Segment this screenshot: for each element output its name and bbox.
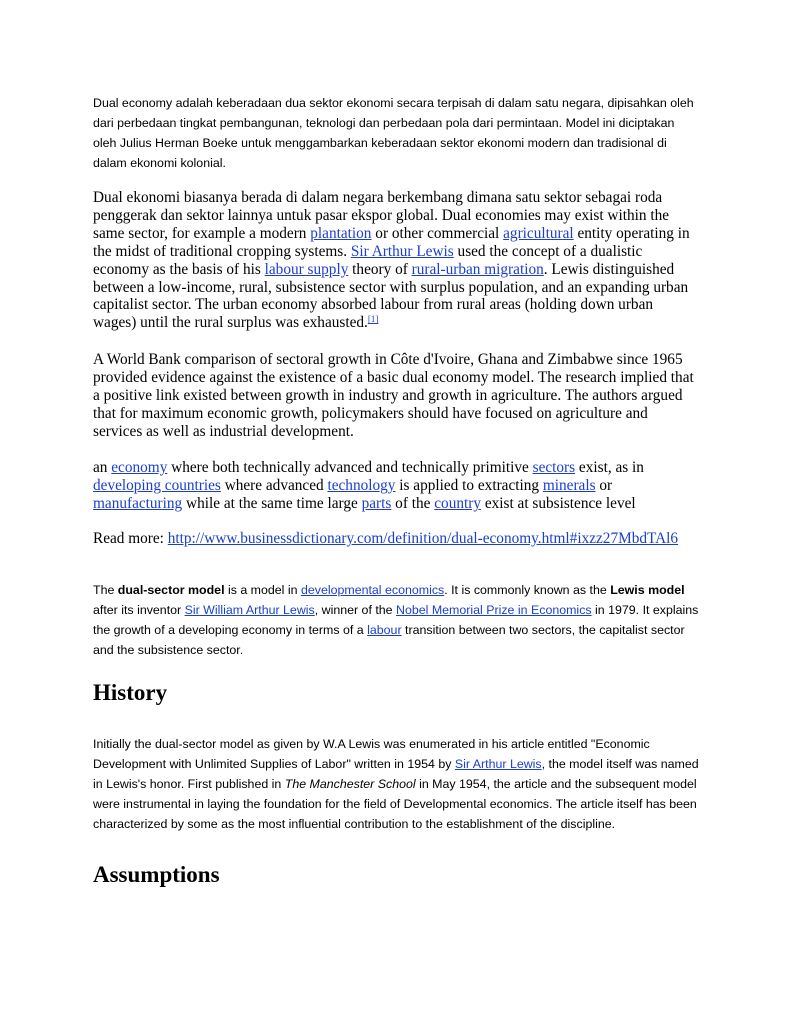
read-more-label: Read more: [93, 530, 168, 547]
footnote-link[interactable]: [1] [367, 314, 379, 325]
link-sir-arthur-lewis-history[interactable]: Sir Arthur Lewis [454, 757, 542, 771]
definition-paragraph [93, 459, 699, 513]
text-span: , the model itself was named in Lewis's honor. First published in [93, 757, 699, 791]
dual-sector-paragraph [93, 580, 699, 660]
text-span: Initially the dual-sector model as given by W.A Lewis was enumerated in his article entitled "Economic Development with Unlimited Supplies of Labor" written in 1954 by [93, 737, 650, 771]
text-span: . It is commonly known as the [444, 583, 611, 597]
link-manufacturing[interactable]: manufacturing [93, 494, 183, 512]
link-developing-countries[interactable]: developing countries [93, 476, 221, 494]
link-minerals[interactable]: minerals [542, 476, 596, 494]
read-more-link[interactable]: http://www.businessdictionary.com/definition/dual-economy.html#ixzz27MbdTAl6 [167, 530, 679, 547]
text-span: The [93, 583, 118, 597]
link-agricultural[interactable]: agricultural [503, 224, 574, 242]
text-span: of the [391, 494, 435, 512]
text-span: used the concept of a dualistic economy as the basis of his [93, 242, 643, 278]
link-labour[interactable]: labour [367, 623, 402, 637]
text-span: transition between two sectors, the capitalist sector and the subsistence sector. [93, 623, 685, 657]
intro-text: Dual economy adalah keberadaan dua sektor ekonomi secara terpisah di dalam satu negara, dipisahkan oleh dari perbedaan tingkat pembangunan, teknologi dan perbedaan pola dari permintaan. Model ini diciptakan oleh Julius Herman Boeke untuk menggambarkan keberadaan sektor ekonomi modern dan tradisional di dalam ekonomi kolonial. [93, 96, 694, 170]
text-span: where both technically advanced and technically primitive [167, 459, 533, 476]
read-more-paragraph [93, 530, 699, 548]
text-span: exist, as in [575, 459, 644, 476]
link-economy[interactable]: economy [111, 459, 168, 476]
link-rural-urban-migration[interactable]: rural-urban migration [411, 260, 544, 278]
text-span: while at the same time large [182, 494, 362, 512]
bold-term: dual-sector model [117, 583, 225, 597]
link-country[interactable]: country [434, 494, 481, 512]
link-sir-william-arthur-lewis[interactable]: Sir William Arthur Lewis [184, 603, 315, 617]
text-span: . Lewis distinguished between a low-income, rural, subsistence sector with surplus population, and an expanding urban capitalist sector. The urban economy absorbed labour from rural areas (holding down urban wages) until the rural surplus was exhausted. [93, 260, 689, 332]
link-technology[interactable]: technology [327, 476, 396, 494]
text-span: is applied to extracting [395, 476, 543, 494]
dual-economy-paragraph [93, 189, 699, 332]
link-developmental-economics[interactable]: developmental economics [300, 583, 445, 597]
text-span: in 1979. It explains the growth of a developing economy in terms of a [93, 603, 699, 637]
text-span: is a model in [224, 583, 301, 597]
history-paragraph [93, 734, 699, 834]
text-span: A World Bank comparison of sectoral growth in Côte d'Ivoire, Ghana and Zimbabwe since 1965 provided evidence against the existence of a basic dual economy model. The research implied that a positive link existed between growth in industry and growth in agriculture. The authors argued that for maximum economic growth, policymakers should have focused on agriculture and services as well as industrial development. [93, 351, 694, 440]
text-span: where advanced [220, 476, 328, 494]
link-plantation[interactable]: plantation [310, 224, 372, 242]
text-span: after its inventor [93, 603, 185, 617]
world-bank-paragraph [93, 351, 699, 441]
assumptions-heading: Assumptions [93, 862, 220, 887]
text-span: , winner of the [314, 603, 397, 617]
link-labour-supply[interactable]: labour supply [264, 260, 349, 278]
history-heading: History [93, 680, 168, 705]
bold-term: Lewis model [610, 583, 685, 597]
text-span: Dual ekonomi biasanya berada di dalam negara berkembang dimana satu sektor sebagai roda penggerak dan sektor lainnya untuk pasar ekspor global. Dual economies may exist within the same sector, for example a modern [93, 189, 670, 242]
journal-title: The Manchester School [284, 777, 416, 791]
text-span: an [93, 459, 112, 476]
intro-paragraph [93, 93, 699, 173]
link-sectors[interactable]: sectors [532, 459, 576, 476]
text-span: or [595, 476, 613, 494]
link-nobel-prize[interactable]: Nobel Memorial Prize in Economics [396, 603, 592, 617]
text-span: exist at subsistence level [481, 494, 636, 512]
link-parts[interactable]: parts [361, 494, 392, 512]
text-span: entity operating in the midst of traditional cropping systems. [93, 224, 690, 260]
link-sir-arthur-lewis[interactable]: Sir Arthur Lewis [350, 242, 454, 260]
text-span: in May 1954, the article and the subsequent model were instrumental in laying the foundation for the field of Developmental economics. The article itself has been characterized by some as the most influential contribution to the establishment of the discipline. [93, 777, 697, 831]
text-span: or other commercial [371, 224, 504, 242]
text-span: theory of [348, 260, 412, 278]
